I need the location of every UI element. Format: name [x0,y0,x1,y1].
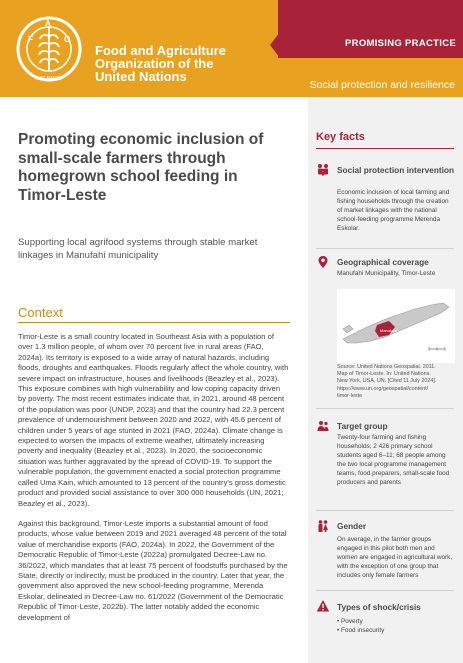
map-region-label: Manufahi [380,328,397,333]
svg-text:FIAT PANIS: FIAT PANIS [35,76,62,82]
page-title: Promoting economic inclusion of small-scale farmers through homegrown school feeding in Timor-Leste [18,131,264,204]
badge-label: PROMISING PRACTICE [345,38,456,49]
key-fact-separator [316,408,454,409]
key-fact-body: Manufahi Municipality, Timor-Leste [337,270,436,277]
map-source [337,364,455,400]
key-facts-heading: Key facts [316,131,365,143]
target-icon [316,419,330,433]
context-divider [18,322,290,323]
warning-icon [316,599,330,613]
key-fact-heading: Social protection intervention [337,165,455,175]
org-name-line-3: United Nations [95,69,187,84]
key-fact-body: Economic inclusion of local farming and fishing households through the creation of market linkages with the national school-feeding programme Merenda Eskolar. [337,189,450,232]
key-fact-heading: Types of shock/crisis [337,602,421,612]
svg-text:A: A [45,19,51,28]
context-paragraph-2: Against this background, Timor-Leste imports a substantial amount of food products, whose value between 2019 and 2021 averaged 48 percent of the total value of merchandise exports (FAO, 2024a). In 2022, the Government of the Democratic Republic of Timor-Leste (2022a) promulgated Decree-Law no. 36/2022, which mandates that at least 75 percent of foodstuffs purchased by the State, directly or indirectly, must be produced in the country. Later that year, the government also approved the new school-feeding programme, Merenda Eskolar, delineated in Decree-Law no. 61/2022 (Government of the Democratic Republic of Timor-Leste, 2022b). The latter notably added the economic development of [18,519,288,622]
map-source-line: Source: United Nations Geospatial. 2011. [337,364,436,370]
key-fact-heading: Gender [337,521,367,531]
bullet-text: Poverty [341,618,363,625]
key-fact-heading: Target group [337,421,388,431]
key-fact-bullet: • Poverty [337,618,363,625]
svg-text:F: F [28,35,33,44]
page-subtitle: Supporting local agrifood systems through stable market linkages in Manufahi municipality [18,237,258,261]
fao-logo [14,14,84,84]
key-fact-separator [316,248,454,249]
key-facts-divider [316,148,454,149]
bullet-text: Food insecurity [341,627,385,634]
header-red-cap [278,0,463,32]
family-icon [316,163,330,177]
map-source-line: New York, USA, UN. [Cited 11 July 2024]. [337,378,437,385]
header [0,0,463,97]
svg-text:O: O [64,35,71,44]
key-fact-bullet-list [337,617,455,635]
key-fact-separator [316,590,454,591]
org-name [95,44,275,83]
topic-label: Social protection and resilience [309,79,455,91]
map-source-line: timor-leste [337,392,363,399]
org-name-line-1: Food and Agriculture [95,43,226,58]
context-paragraph-1: Timor-Leste is a small country located in Southeast Asia with a population of over 1.3 million people, of whom over 70 percent live in rural areas (FAO, 2024a). Its territory is exposed to a wide array of natural hazards, including floods, droughts and earthquakes. Floods regularly affect the whole country, with severe impact on infrastructure, houses and livelihoods (Beazley et al., 2023). This exposure combines with high vulnerability and low coping capacity driven by poverty. The most recent estimates indicate that, in 2021, around 48 percent of the population was poor (UNDP, 2023) and that the country had 22.3 percent prevalence of undernourishment between 2020 and 2022, with 45.6 percent of children under 5 years of age stunted in 2021 (FAO, 2024a). Climate change is expected to worsen the impacts of extreme weather, ultimately increasing poverty and inequality (Beazley et al., 2023). In 2020, the socioeconomic situation was further aggravated by the spread of COVID-19. To support the vulnerable population, the government enacted a social protection programme called Uma Kain, which amounted to 13 percent of the country's gross domestic product and provided social assistance to over 300 000 households (UN, 2021; Beazley et al., 2023). [18,332,289,508]
map-source-line: Map of Timor-Leste. In: United Nations. [337,371,431,378]
location-pin-icon [316,255,330,269]
key-fact-separator [316,510,454,511]
key-fact-body: Twenty-four farming and fishing households; 2 426 primary school students aged 6–11; 68 people among the two local programme management teams, food preparers, small-scale food producers and parents [337,434,450,486]
context-heading: Context [18,305,63,320]
map-source-line: https://www.un.org/geospatial/content/ [337,385,429,392]
gender-icon [316,519,330,533]
key-fact-body: On average, in the farmer groups engaged in this pilot both men and women are engaged in agricultural work, with the exception of one group that includes only female farmers [337,536,453,579]
timor-leste-map [337,289,455,363]
org-name-line-2: Organization of the [95,56,214,71]
key-fact-bullet: • Food insecurity [337,627,385,634]
key-fact-heading: Geographical coverage [337,257,429,267]
